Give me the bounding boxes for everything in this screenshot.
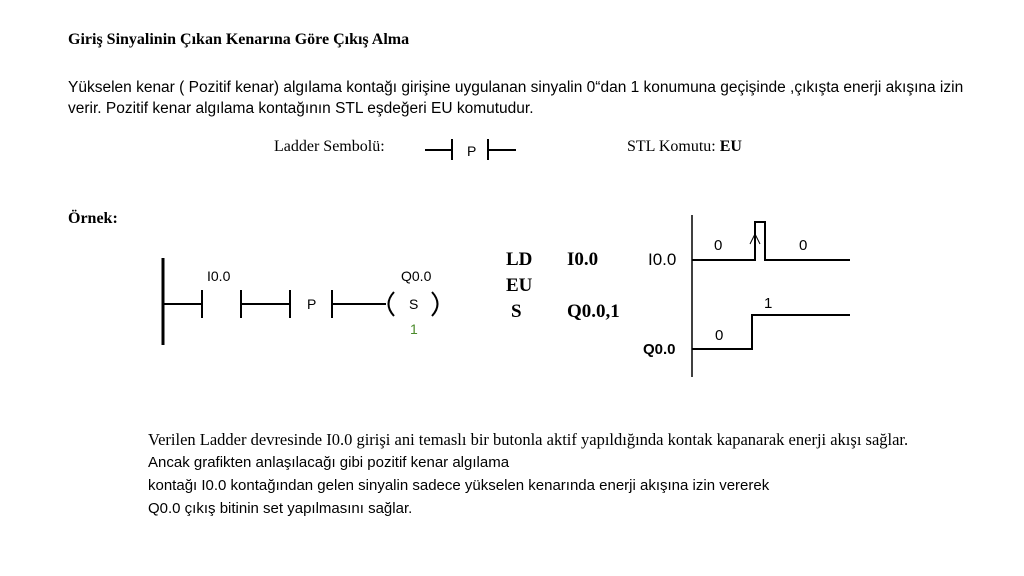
- intro-paragraph: Yükselen kenar ( Pozitif kenar) algılama kontağı girişine uygulanan sinyalin 0“dan 1 konumuna geçişinde ,çıkışta enerji akışına izin verir. Pozitif kenar algılama kontağının STL eşdeğeri EU komutudur.: [68, 79, 964, 117]
- example-coil-letter: S: [409, 296, 419, 312]
- positive-edge-contact-symbol: [420, 136, 520, 164]
- explanation-line-2: Ancak grafikten anlaşılacağı gibi pozitif kenar algılama: [148, 454, 510, 471]
- example-output-label: Q0.0: [401, 268, 432, 284]
- stl-op-1: LD: [506, 249, 533, 270]
- explanation-line-3: kontağı I0.0 kontağından gelen sinyalin sadece yükselen kenarında enerji akışına izin vererek: [148, 477, 770, 494]
- example-coil-count: 1: [410, 321, 418, 337]
- explanation-line-1: Verilen Ladder devresinde I0.0 girişi ani temaslı bir butonla aktif yapıldığında kontak kapanarak enerji akışı sağlar.: [148, 430, 909, 449]
- explanation-line-4: Q0.0 çıkış bitinin set yapılmasını sağlar.: [148, 500, 413, 517]
- example-input-label: I0.0: [207, 268, 231, 284]
- symbol-contact-letter: P: [467, 143, 477, 159]
- ladder-symbol-label: Ladder Sembolü:: [274, 138, 385, 155]
- example-edge-letter: P: [307, 296, 317, 312]
- timing-input-label: I0.0: [648, 250, 677, 269]
- ladder-example-diagram: [150, 250, 460, 350]
- timing-output-label: Q0.0: [643, 341, 676, 358]
- stl-op-3: S: [511, 301, 522, 322]
- example-label: Örnek:: [68, 210, 118, 227]
- stl-arg-3: Q0.0,1: [567, 301, 620, 322]
- stl-command-value: EU: [719, 138, 742, 155]
- output-before-value: 0: [715, 327, 724, 344]
- output-after-value: 1: [764, 295, 773, 312]
- input-before-value: 0: [714, 237, 723, 254]
- timing-diagram: [640, 212, 860, 382]
- stl-command-text: STL Komutu:: [627, 138, 716, 155]
- page-title: Giriş Sinyalinin Çıkan Kenarına Göre Çıkış Alma: [68, 31, 410, 48]
- stl-command-label: [627, 138, 742, 156]
- input-after-value: 0: [799, 237, 808, 254]
- stl-arg-1: I0.0: [567, 249, 599, 270]
- stl-op-2: EU: [506, 275, 533, 296]
- explanation-block: [148, 428, 928, 520]
